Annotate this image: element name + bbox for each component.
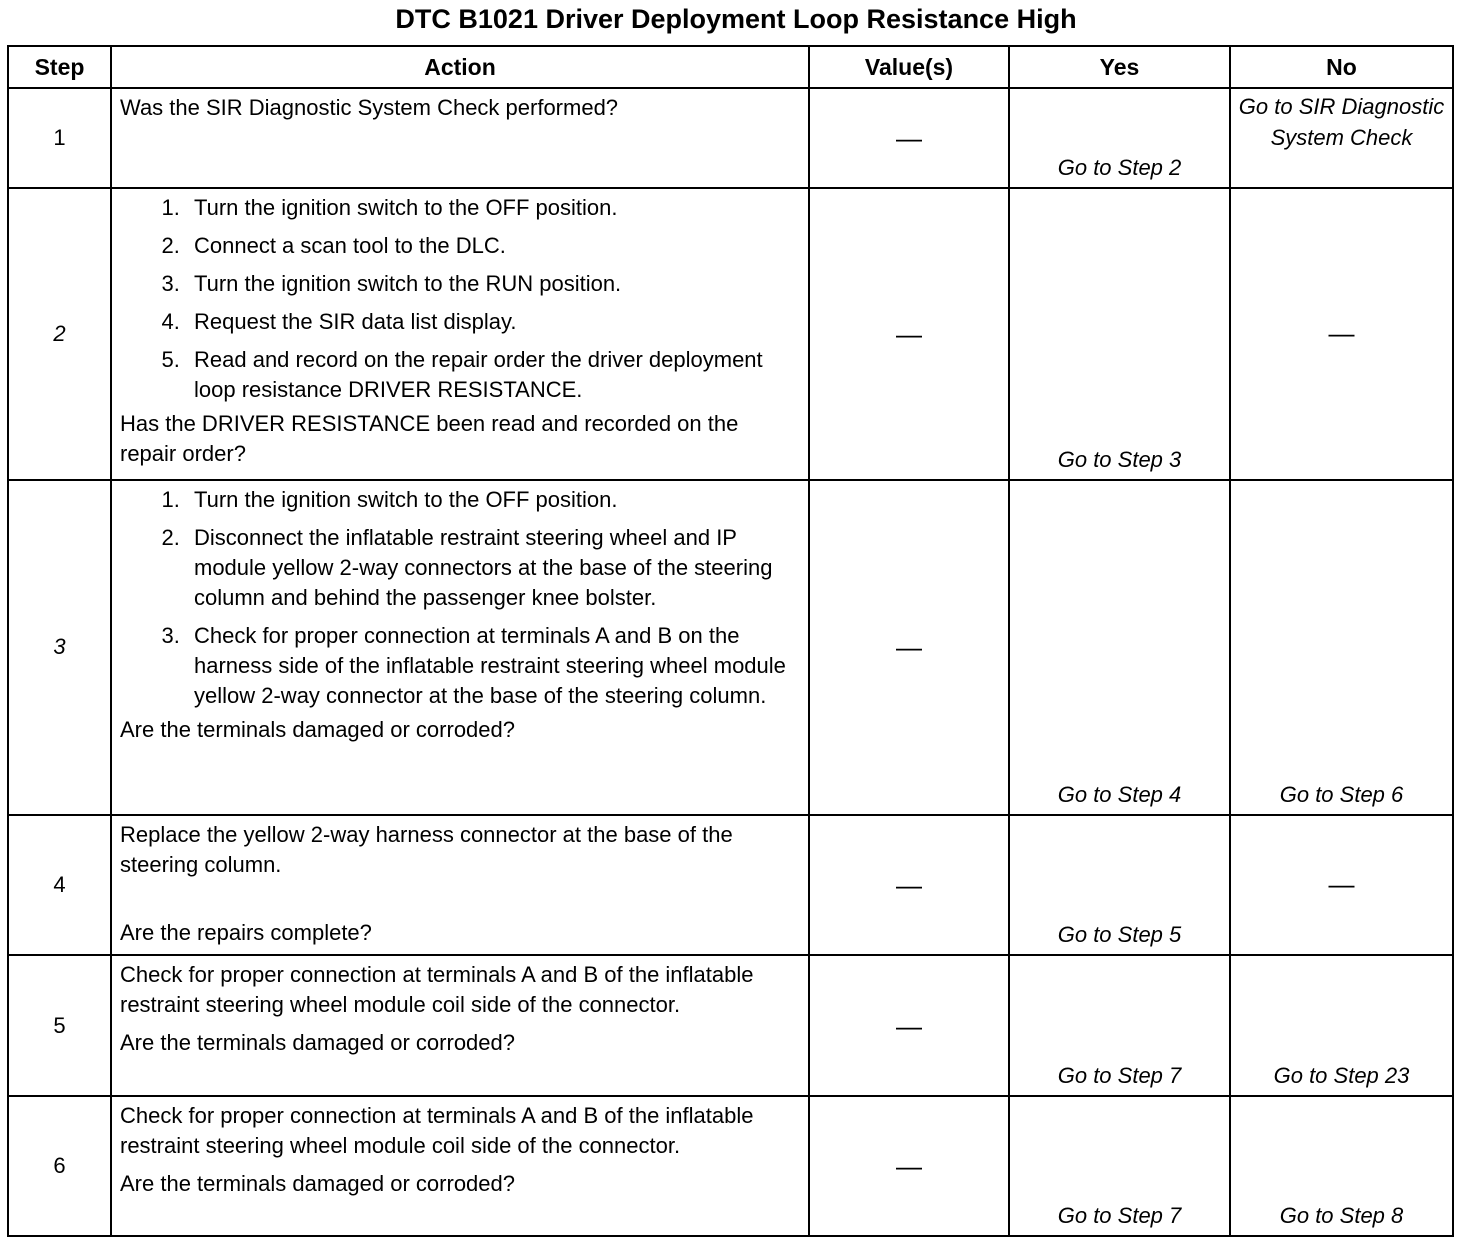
action-cell (111, 188, 809, 480)
diagnostic-table (7, 45, 1454, 1237)
column-header-yes: Yes (1009, 46, 1230, 88)
list-item: 2. Disconnect the inflatable restraint steering wheel and IP module yellow 2-way connectors at the base of the steering column and behind the passenger knee bolster. (186, 523, 800, 613)
table-row (8, 88, 1453, 188)
action-step-list (120, 485, 800, 711)
step-number: 3 (8, 480, 111, 816)
action-text: Replace the yellow 2-way harness connector at the base of the steering column. (120, 822, 733, 878)
list-item: 3. Turn the ignition switch to the RUN position. (186, 269, 800, 299)
action-cell (111, 480, 809, 816)
action-cell (111, 1096, 809, 1236)
no-cell: Go to Step 8 (1230, 1096, 1453, 1236)
table-header-row (8, 46, 1453, 88)
column-header-values: Value(s) (809, 46, 1009, 88)
value-cell: — (809, 1096, 1009, 1236)
action-text: Check for proper connection at terminals A and B of the inflatable restraint steering wheel module coil side of the connector. (120, 1102, 754, 1158)
step-number: 6 (8, 1096, 111, 1236)
table-row (8, 815, 1453, 955)
no-prefix: Go to (1238, 94, 1293, 119)
table-row (8, 188, 1453, 480)
no-cell: Go to Step 6 (1230, 480, 1453, 816)
list-item: 4. Request the SIR data list display. (186, 307, 800, 337)
column-header-step: Step (8, 46, 111, 88)
no-cell: — (1230, 188, 1453, 480)
value-cell: — (809, 815, 1009, 955)
action-question: Are the terminals damaged or corroded? (120, 716, 515, 742)
no-cell: — (1230, 815, 1453, 955)
action-text: Was the SIR Diagnostic System Check performed? (120, 95, 619, 120)
list-item: 1. Turn the ignition switch to the OFF position. (186, 485, 800, 515)
value-cell: — (809, 480, 1009, 816)
action-question: Are the repairs complete? (120, 920, 372, 946)
value-cell: — (809, 88, 1009, 188)
action-question: Has the DRIVER RESISTANCE been read and recorded on the repair order? (120, 411, 739, 467)
list-item: 3. Check for proper connection at terminals A and B on the harness side of the inflatable restraint steering wheel module yellow 2-way connector at the base of the steering column. (186, 621, 800, 711)
column-header-no: No (1230, 46, 1453, 88)
table-row (8, 480, 1453, 816)
column-header-action: Action (111, 46, 809, 88)
action-cell (111, 955, 809, 1095)
table-row (8, 955, 1453, 1095)
yes-cell: Go to Step 2 (1009, 88, 1230, 188)
action-cell (111, 815, 809, 955)
action-cell (111, 88, 809, 188)
no-link: SIR Diagnostic System Check (1270, 94, 1445, 150)
yes-cell: Go to Step 7 (1009, 1096, 1230, 1236)
yes-cell: Go to Step 3 (1009, 188, 1230, 480)
step-number: 2 (8, 188, 111, 480)
action-question: Are the terminals damaged or corroded? (120, 1030, 515, 1056)
yes-cell: Go to Step 7 (1009, 955, 1230, 1095)
table-row (8, 1096, 1453, 1236)
no-cell (1230, 88, 1453, 188)
page-title: DTC B1021 Driver Deployment Loop Resistance High (395, 4, 1077, 34)
no-cell: Go to Step 23 (1230, 955, 1453, 1095)
value-cell: — (809, 955, 1009, 1095)
list-item: 5. Read and record on the repair order the driver deployment loop resistance DRIVER RESISTANCE. (186, 345, 800, 405)
action-step-list (120, 193, 800, 405)
action-text: Check for proper connection at terminals A and B of the inflatable restraint steering wheel module coil side of the connector. (120, 962, 754, 1018)
yes-cell: Go to Step 5 (1009, 815, 1230, 955)
list-item: 2. Connect a scan tool to the DLC. (186, 231, 800, 261)
value-cell: — (809, 188, 1009, 480)
action-question: Are the terminals damaged or corroded? (120, 1170, 515, 1196)
step-number: 5 (8, 955, 111, 1095)
list-item: 1. Turn the ignition switch to the OFF position. (186, 193, 800, 223)
step-number: 1 (8, 88, 111, 188)
step-number: 4 (8, 815, 111, 955)
yes-cell: Go to Step 4 (1009, 480, 1230, 816)
